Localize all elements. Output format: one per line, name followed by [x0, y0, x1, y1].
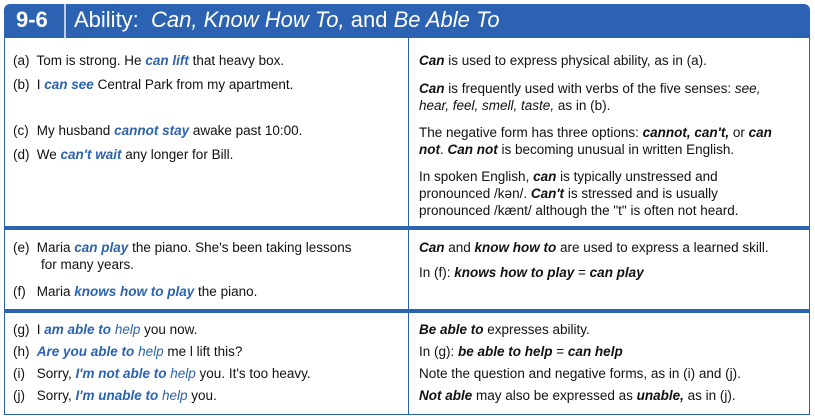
note-1a: Can is used to express physical ability, as in (a).	[419, 53, 707, 68]
note-3c: Note the question and negative forms, as in (i) and (j).	[419, 366, 741, 381]
note-1d-line3: pronounced /kænt/ although the "t" is often not heard.	[419, 203, 739, 218]
title-prefix: Ability:	[74, 7, 139, 32]
note-3d: Not able may also be expressed as unable, as in (j).	[419, 388, 736, 403]
section-title	[74, 7, 500, 33]
section-header	[4, 4, 810, 38]
example-b: (b) I can see Central Park from my apartment.	[13, 77, 294, 92]
example-j: (j) Sorry, I'm unable to help you.	[13, 388, 217, 403]
example-h: (h) Are you able to help me l lift this?	[13, 344, 243, 359]
example-i: (i) Sorry, I'm not able to help you. It's too heavy.	[13, 366, 311, 381]
row-divider-1	[5, 226, 809, 230]
note-1b-line1: Can is frequently used with verbs of the five senses: see,	[419, 81, 761, 96]
section-number: 9-6	[16, 7, 48, 32]
note-1b-line2: hear, feel, smell, taste, as in (b).	[419, 98, 611, 113]
note-3b: In (g): be able to help = can help	[419, 344, 623, 359]
note-1c-line2: not. Can not is becoming unusual in written English.	[419, 142, 735, 157]
note-3a: Be able to expresses ability.	[419, 322, 590, 337]
example-g: (g) I am able to help you now.	[13, 322, 198, 337]
example-c: (c) My husband cannot stay awake past 10:00.	[13, 123, 303, 138]
row-divider-2	[5, 309, 809, 313]
example-f: (f) Maria knows how to play the piano.	[13, 284, 258, 299]
note-2b: In (f): knows how to play = can play	[419, 265, 644, 280]
note-1d-line1: In spoken English, can is typically unstressed and	[419, 169, 718, 184]
example-e: (e) Maria can play the piano. She's been taking lessons	[13, 240, 352, 255]
title-and: and	[350, 7, 388, 32]
note-1c-line1: The negative form has three options: cannot, can't, or can	[419, 125, 772, 140]
header-divider	[64, 4, 66, 38]
note-1d-line2: pronounced /kən/. Can't is stressed and is usually	[419, 186, 718, 201]
example-a: (a) Tom is strong. He can lift that heavy box.	[13, 53, 285, 68]
title-can: Can, Know How To,	[151, 7, 345, 32]
example-e-cont: for many years.	[41, 257, 135, 272]
title-be-able: Be Able To	[393, 7, 500, 32]
example-d: (d) We can't wait any longer for Bill.	[13, 147, 234, 162]
grammar-chart	[4, 38, 810, 415]
note-2a: Can and know how to are used to express a learned skill.	[419, 240, 769, 255]
